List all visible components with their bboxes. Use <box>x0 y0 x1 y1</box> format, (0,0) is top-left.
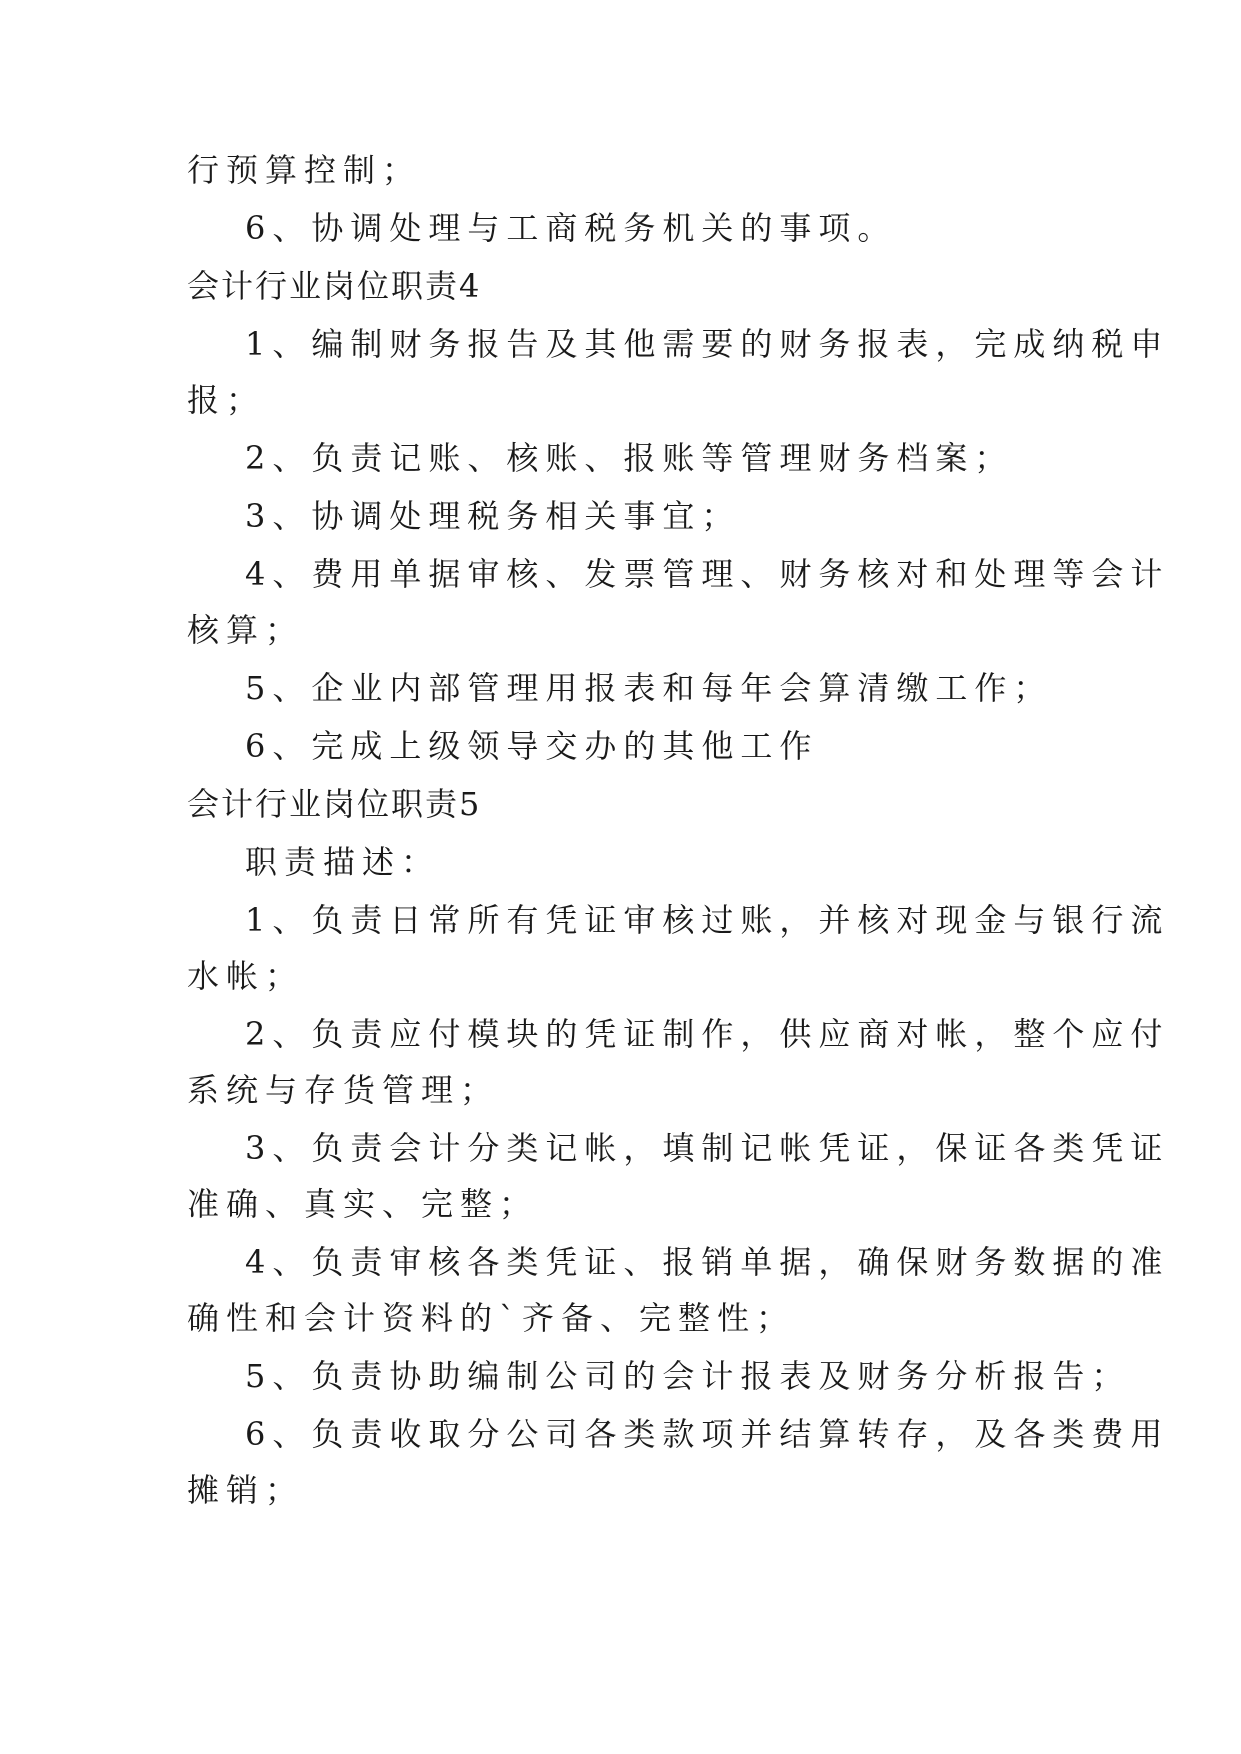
paragraph-line: 5、负责协助编制公司的会计报表及财务分析报告； <box>245 1357 1131 1395</box>
paragraph-line: 2、负责记账、核账、报账等管理财务档案； <box>245 439 1014 477</box>
paragraph-line: 准确、真实、完整； <box>187 1185 539 1223</box>
paragraph-line: 行预算控制； <box>187 151 422 189</box>
paragraph-line: 6、协调处理与工商税务机关的事项。 <box>245 209 897 247</box>
paragraph-line: 摊销； <box>187 1471 305 1509</box>
paragraph-line: 职责描述： <box>245 843 441 881</box>
paragraph-line: 4、费用单据审核、发票管理、财务核对和处理等会计 <box>245 555 1170 593</box>
paragraph-line: 2、负责应付模块的凭证制作，供应商对帐，整个应付 <box>245 1015 1170 1053</box>
paragraph-line: 核算； <box>187 611 305 649</box>
section-heading: 会计行业岗位职责4 <box>187 267 482 305</box>
paragraph-line: 6、负责收取分公司各类款项并结算转存，及各类费用 <box>245 1415 1170 1453</box>
paragraph-line: 3、负责会计分类记帐，填制记帐凭证，保证各类凭证 <box>245 1129 1170 1167</box>
paragraph-line: 3、协调处理税务相关事宜； <box>245 497 741 535</box>
paragraph-line: 1、编制财务报告及其他需要的财务报表，完成纳税申 <box>245 325 1170 363</box>
paragraph-line: 6、完成上级领导交办的其他工作 <box>245 727 819 765</box>
paragraph-line: 确性和会计资料的`齐备、完整性； <box>187 1299 796 1337</box>
paragraph-line: 1、负责日常所有凭证审核过账，并核对现金与银行流 <box>245 901 1170 939</box>
paragraph-line: 水帐； <box>187 957 305 995</box>
paragraph-line: 4、负责审核各类凭证、报销单据，确保财务数据的准 <box>245 1243 1170 1281</box>
paragraph-line: 报； <box>187 381 266 419</box>
paragraph-line: 系统与存货管理； <box>187 1071 500 1109</box>
section-heading: 会计行业岗位职责5 <box>187 785 482 823</box>
paragraph-line: 5、企业内部管理用报表和每年会算清缴工作； <box>245 669 1053 707</box>
